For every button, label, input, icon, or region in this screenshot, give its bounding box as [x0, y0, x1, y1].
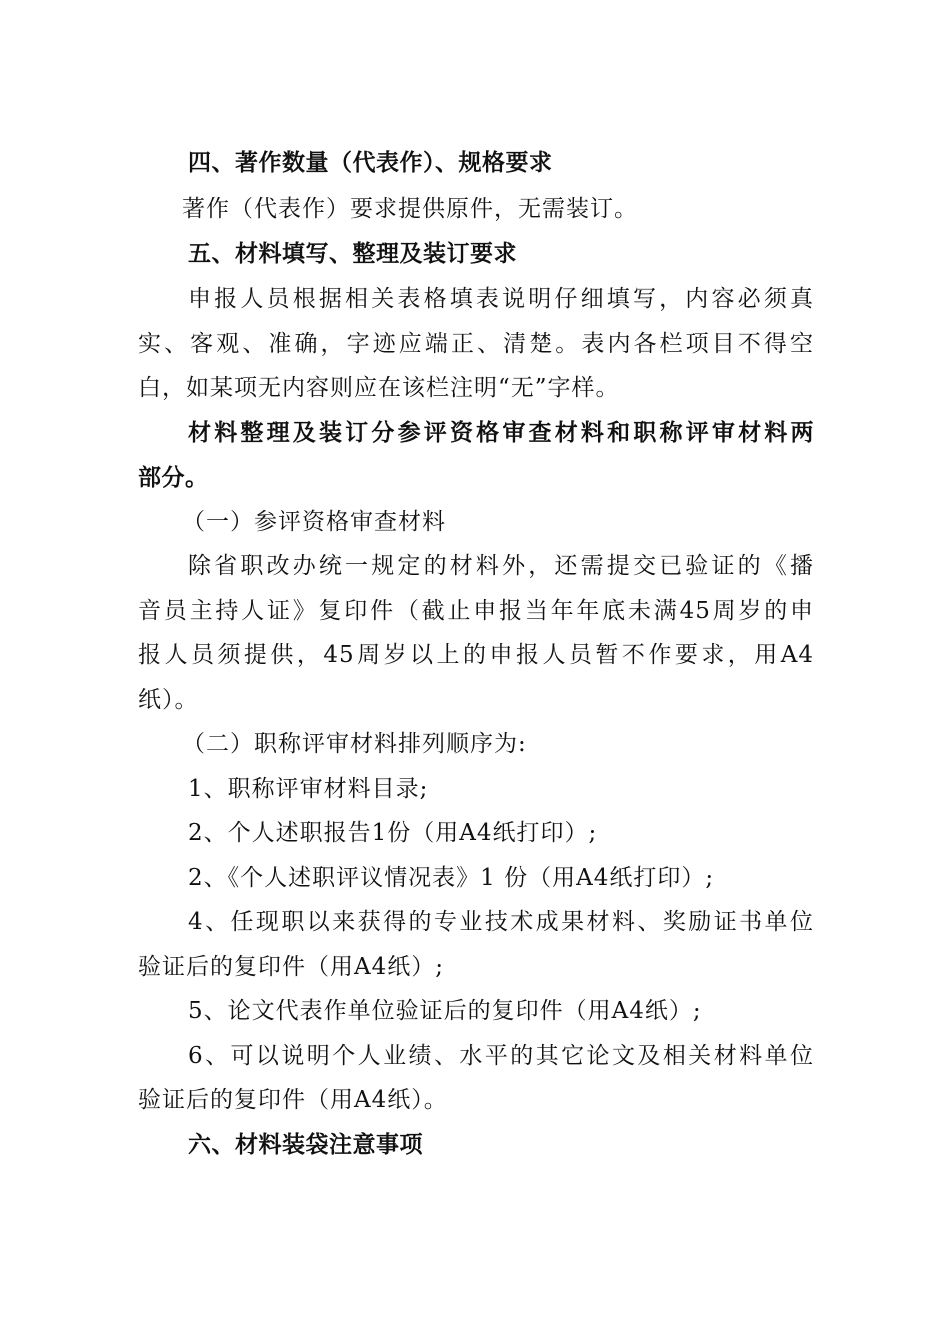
section-heading-5: 五、材料填写、整理及装订要求 [188, 241, 517, 267]
subsection-heading-1: （一）参评资格审查材料 [182, 509, 446, 535]
paragraph-line: 著作（代表作）要求提供原件，无需装订。 [182, 196, 638, 222]
section-heading-4: 四、著作数量（代表作）、规格要求 [188, 150, 553, 176]
subsection-heading-2: （二）职称评审材料排列顺序为: [182, 731, 527, 757]
list-item: 4、任现职以来获得的专业技术成果材料、奖励证书单位 [188, 909, 814, 935]
list-item-continuation: 验证后的复印件（用A4纸）。 [138, 1087, 448, 1113]
section-heading-6: 六、材料装袋注意事项 [188, 1132, 423, 1158]
list-item: 5、论文代表作单位验证后的复印件（用A4纸）; [188, 998, 702, 1024]
list-item: 1、职称评审材料目录; [188, 776, 429, 802]
paragraph-line: 实、客观、准确，字迹应端正、清楚。表内各栏项目不得空 [138, 331, 814, 357]
list-item: 2、《个人述职评议情况表》1 份（用A4纸打印）; [188, 865, 715, 891]
paragraph-line: 白，如某项无内容则应在该栏注明“无”字样。 [138, 375, 620, 401]
bold-paragraph-line: 材料整理及装订分参评资格审查材料和职称评审材料两 [188, 420, 814, 446]
list-item-continuation: 验证后的复印件（用A4纸）; [138, 954, 444, 980]
list-item: 6、可以说明个人业绩、水平的其它论文及相关材料单位 [188, 1043, 814, 1069]
paragraph-line: 音员主持人证》复印件（截止申报当年年底未满45周岁的申 [138, 598, 814, 624]
paragraph-line: 除省职改办统一规定的材料外，还需提交已验证的《播 [188, 553, 814, 579]
list-item: 2、个人述职报告1份（用A4纸打印）; [188, 820, 598, 846]
paragraph-line: 纸）。 [138, 687, 199, 713]
paragraph-line: 申报人员根据相关表格填表说明仔细填写，内容必须真 [188, 286, 814, 312]
paragraph-line: 报人员须提供，45周岁以上的申报人员暂不作要求，用A4 [138, 642, 814, 668]
bold-paragraph-line: 部分。 [138, 465, 209, 491]
